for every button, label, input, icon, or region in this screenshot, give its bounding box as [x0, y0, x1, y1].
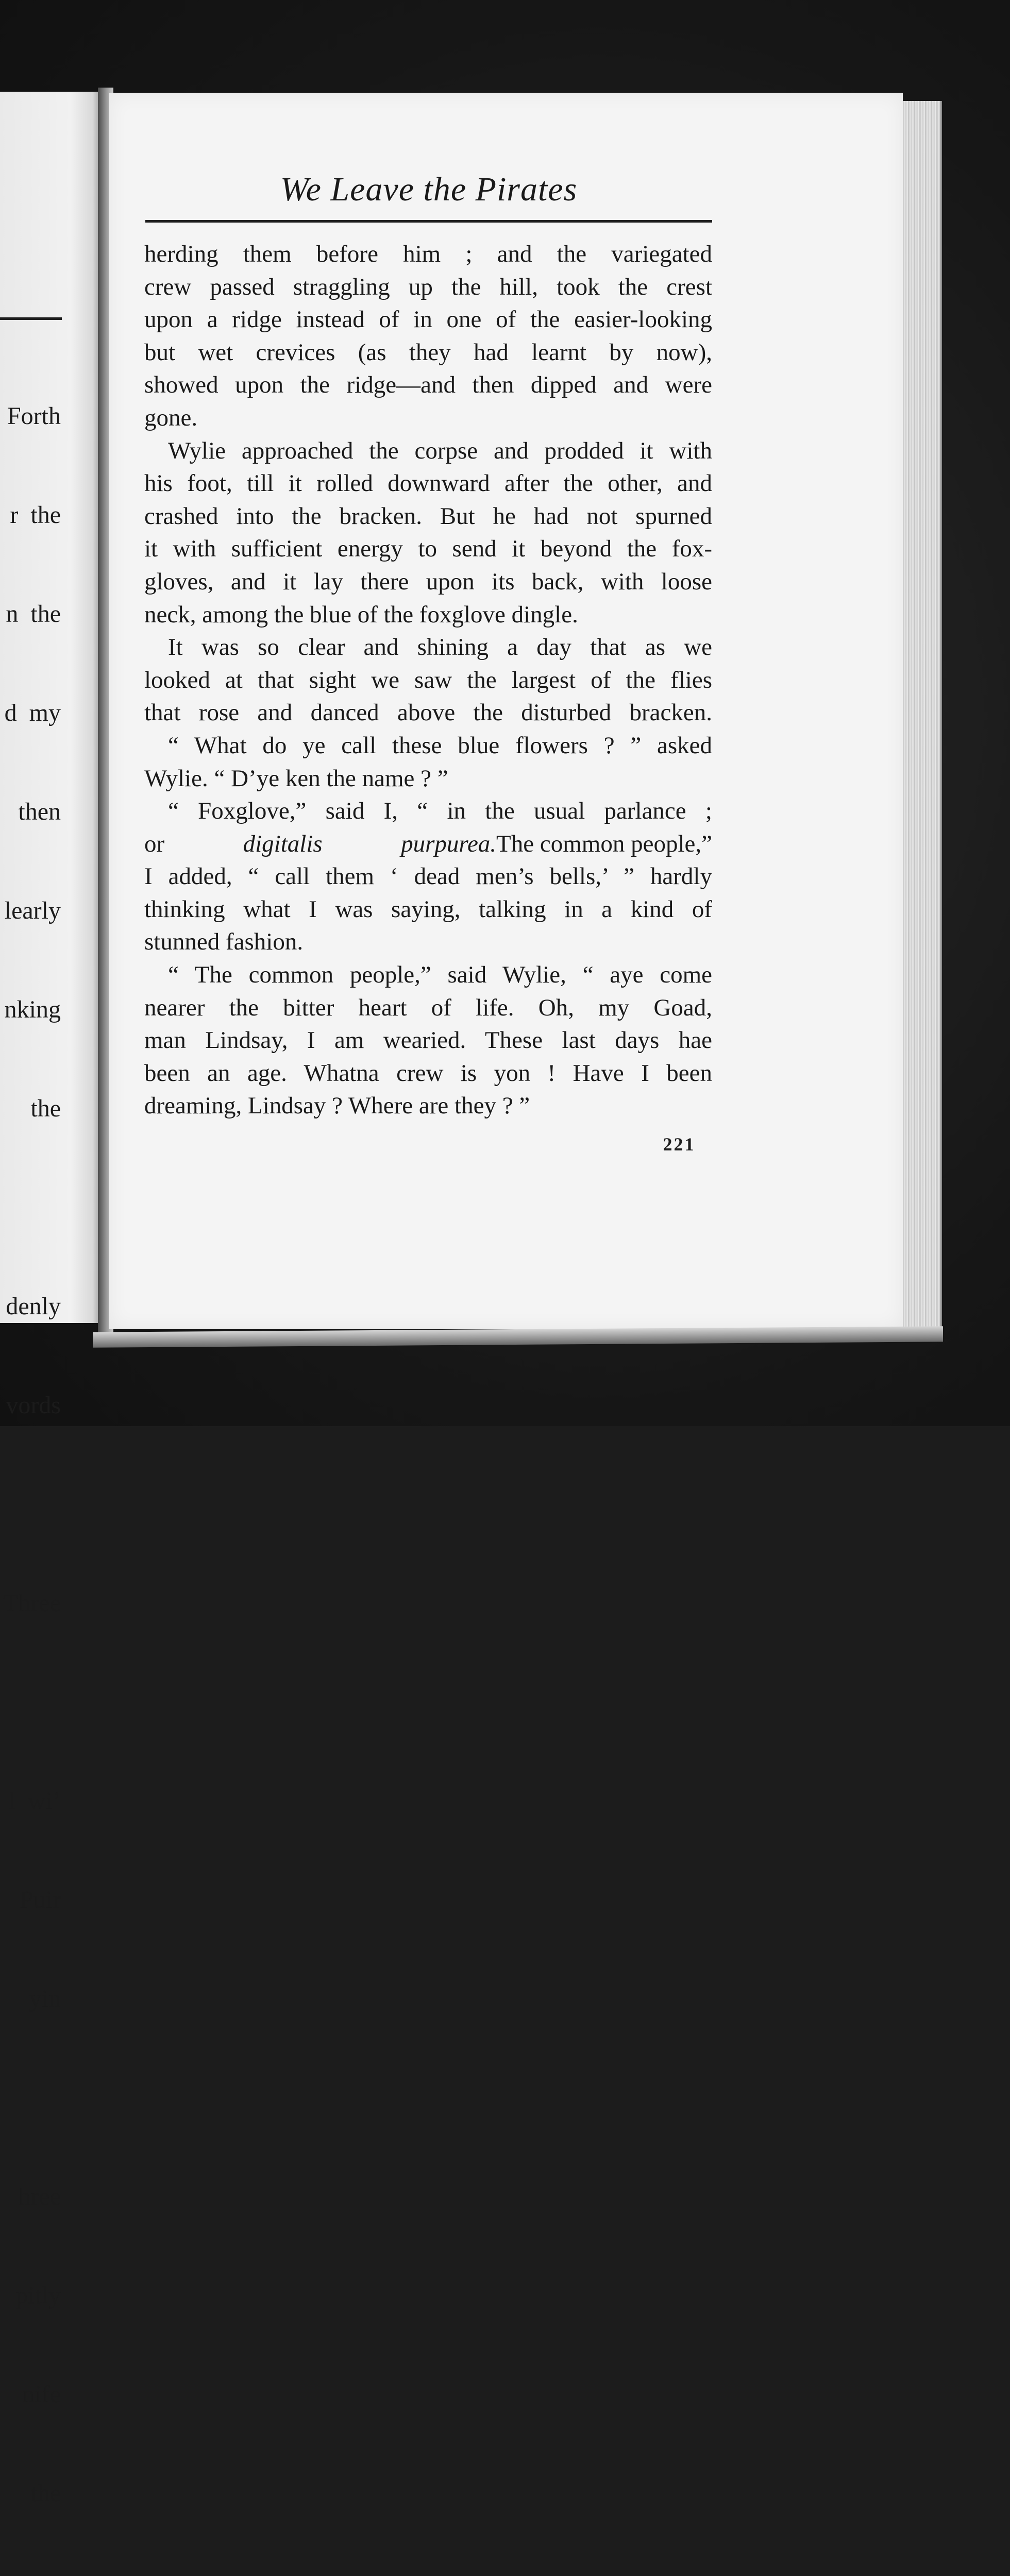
previous-page-line: hree	[18, 2183, 61, 2210]
text-line: been an age. Whatna crew is yon ! Have I been	[144, 1059, 712, 1087]
previous-page-line: then	[18, 798, 61, 825]
previous-page-line: n the	[6, 600, 61, 628]
previous-page-line: Three	[3, 1589, 61, 1617]
text-fragment: The common people,”	[496, 830, 712, 857]
previous-page-line	[3, 2081, 61, 2114]
text-line: stunned fashion.	[144, 928, 304, 956]
previous-page-line: denly	[6, 1293, 61, 1320]
text-line: Wylie approached the corpse and prodded it with	[168, 437, 712, 464]
previous-page	[0, 92, 101, 2507]
previous-page-line: nife	[22, 2381, 61, 2408]
previous-page-line: r the	[10, 501, 61, 529]
text-line: I added, “ call them ‘ dead men’s bells,’ ” hardly	[144, 863, 712, 890]
text-line: herding them before him ; and the variegated	[144, 241, 712, 267]
text-line: “ What do ye call these blue flowers ? ” asked	[168, 732, 712, 759]
text-line: man Lindsay, I am wearied. These last days hae	[144, 1027, 712, 1054]
text-line: showed upon the ridge—and then dipped and were	[144, 371, 712, 399]
previous-page-line: yin	[29, 1985, 61, 2012]
running-head-rule	[145, 220, 712, 223]
text-line: “ The common people,” said Wylie, “ aye come	[168, 961, 712, 989]
previous-page-rule	[0, 317, 62, 320]
previous-page-line: nking	[4, 996, 61, 1023]
previous-page-line: Puir	[19, 1886, 61, 1913]
text-line: nearer the bitter heart of life. Oh, my Goad,	[144, 994, 712, 1021]
text-line: his foot, till it rolled downward after the other, and	[144, 470, 712, 497]
text-line: It was so clear and shining a day that as we	[168, 634, 712, 661]
text-line: upon a ridge instead of in one of the easier-looking	[144, 306, 712, 333]
text-line: it with sufficient energy to send it beyond the fox-	[144, 535, 712, 563]
page-number: 221	[663, 1134, 696, 1155]
text-line: “ Foxglove,” said I, “ in the usual parlance ;	[168, 798, 712, 825]
text-line: looked at that sight we saw the largest of the flies	[144, 666, 712, 693]
text-line: crashed into the bracken. But he had not spurned	[144, 502, 712, 530]
text-fragment: or	[144, 830, 243, 857]
previous-page-line: Forth	[7, 402, 61, 430]
text-line: gloves, and it lay there upon its back, with loose	[144, 568, 712, 595]
previous-page-line	[3, 1191, 61, 1224]
text-line: Wylie. “ D’ye ken the name ? ”	[144, 765, 448, 792]
text-line: gone.	[144, 404, 198, 431]
text-line: that rose and danced above the disturbed bracken.	[144, 699, 712, 726]
previous-page-line: d my	[4, 699, 61, 726]
previous-page-line: learly	[4, 897, 61, 924]
previous-page-text	[3, 334, 61, 2576]
text-line: dreaming, Lindsay ? Where are they ? ”	[144, 1092, 530, 1120]
previous-page-line: vords	[6, 1392, 61, 1419]
previous-page-line: the	[30, 2480, 61, 2507]
previous-page-line: l wi’	[8, 1787, 61, 1815]
running-head: We Leave the Pirates	[280, 171, 578, 208]
previous-page-line	[3, 1488, 61, 1521]
previous-page-line: pitly	[15, 2282, 61, 2309]
previous-page-line	[3, 1686, 61, 1719]
text-line: thinking what I was saying, talking in a kind of	[144, 895, 712, 923]
italic-latin-name: digitalis purpurea.	[243, 830, 497, 857]
text-line: neck, among the blue of the foxglove dingle.	[144, 601, 578, 628]
text-line: but wet crevices (as they had learnt by now),	[144, 338, 712, 366]
text-line: crew passed straggling up the hill, took the crest	[144, 273, 712, 300]
body-text	[144, 238, 712, 1123]
previous-page-line: the	[30, 1095, 61, 1122]
text-line-with-italic	[144, 828, 712, 861]
